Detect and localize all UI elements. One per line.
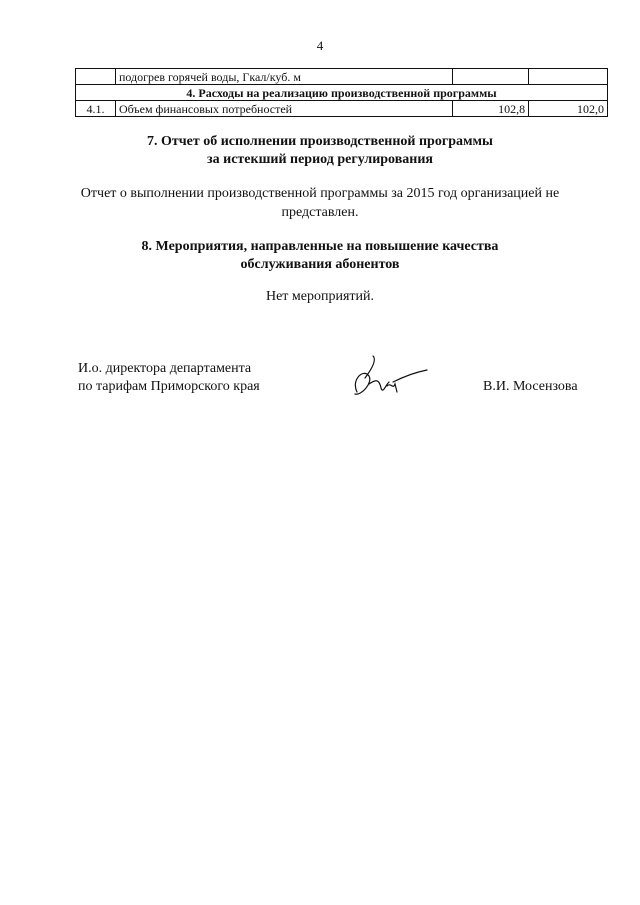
row-number: [76, 69, 116, 85]
table-row: [76, 101, 608, 117]
section8-heading-line1: 8. Мероприятия, направленные на повышение качества: [141, 239, 499, 254]
section7-heading: [40, 133, 600, 169]
row-value-1: 102,8: [453, 101, 529, 117]
row-value-2: [529, 69, 608, 85]
section7-text-line2: представлен.: [281, 205, 359, 220]
position-line2: по тарифам Приморского края: [78, 379, 260, 394]
section8-text: Нет мероприятий.: [265, 289, 375, 304]
page-number: 4: [316, 38, 324, 53]
section7-heading-line2: за истекший период регулирования: [207, 152, 433, 167]
position-line1: И.о. директора департамента: [78, 361, 252, 376]
section8-heading-line2: обслуживания абонентов: [240, 257, 400, 272]
section7-heading-line1: 7. Отчет об исполнении производственной программы: [146, 134, 493, 149]
row-value-1: [453, 69, 529, 85]
table-section-row: [76, 85, 608, 101]
row-value-2: 102,0: [529, 101, 608, 117]
section7-text-line1: Отчет о выполнении производственной программы за 2015 год организацией не: [80, 186, 560, 201]
signatory-name: В.И. Мосензова: [483, 379, 578, 394]
row-number: 4.1.: [76, 101, 116, 117]
section7-text: [40, 184, 600, 222]
section8-heading: [40, 238, 600, 274]
signatory-position: [78, 360, 260, 396]
row-label: Объем финансовых потребностей: [115, 101, 452, 117]
row-label: подогрев горячей воды, Гкал/куб. м: [115, 69, 452, 85]
handwritten-signature: [335, 350, 435, 410]
financial-table: [75, 68, 608, 117]
section-title: 4. Расходы на реализацию производственной программы: [76, 85, 608, 101]
table-row: [76, 69, 608, 85]
